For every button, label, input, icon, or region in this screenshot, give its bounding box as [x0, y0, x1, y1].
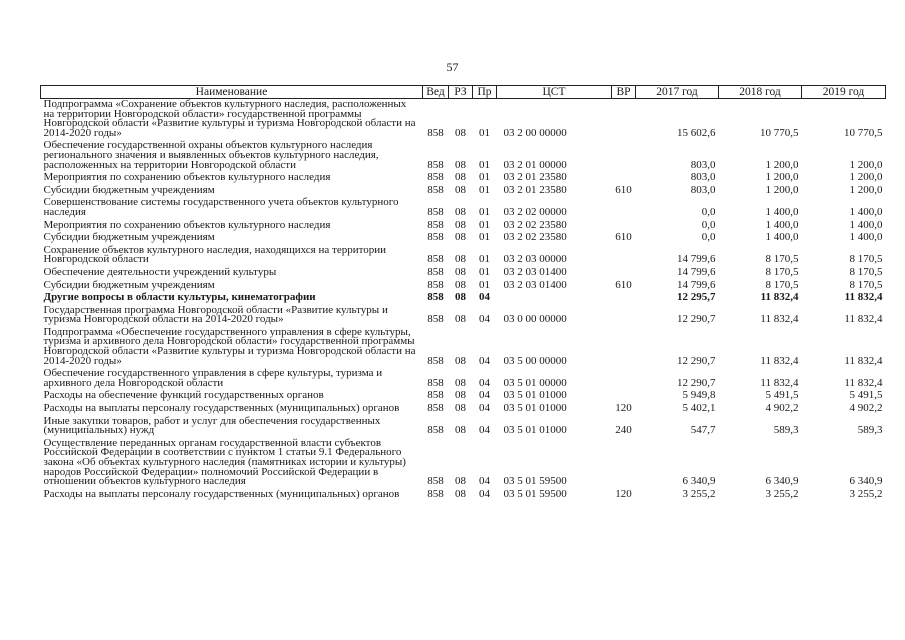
row-name: Подпрограмма «Обеспечение государственного управления в сфере культуры, туризма и архивного дела Новгородской области» государственной программы Новгородской области «Развитие культуры и туризма Новгородской области на 2014-2020 годы»	[43, 325, 416, 367]
row-value-2017: 12 290,7	[677, 376, 716, 389]
row-value-2019: 11 832,4	[844, 291, 883, 304]
header-vr: ВР	[612, 86, 636, 99]
row-ved: 858	[427, 402, 444, 415]
row-vr	[612, 245, 636, 267]
row-value-2017: 5 949,8	[682, 389, 716, 402]
row-vr	[612, 99, 636, 141]
row-value-2018: 1 400,0	[765, 205, 799, 218]
row-name: Обеспечение государственной охраны объектов культурного наследия регионального значения и выявленных объектов культурного наследия, расположенных на территории Новгородской области	[43, 139, 379, 171]
row-cst: 03 5 01 59500	[503, 487, 567, 500]
row-vr	[612, 267, 636, 280]
row-value-2017: 15 602,6	[677, 126, 716, 139]
row-cst: 03 2 02 23580	[503, 218, 567, 231]
row-name: Государственная программа Новгородской области «Развитие культуры и туризма Новгородской области на 2014-2020 годы»	[43, 303, 388, 326]
table-row	[41, 305, 886, 327]
row-rz: 08	[455, 376, 466, 389]
row-value-2018: 8 170,5	[765, 278, 799, 291]
header-2017: 2017 год	[636, 86, 719, 99]
row-name: Субсидии бюджетным учреждениям	[43, 183, 215, 196]
table-header-row	[41, 86, 886, 99]
row-value-2017: 14 799,6	[677, 265, 716, 278]
row-cst	[497, 292, 612, 305]
header-2019: 2019 год	[802, 86, 886, 99]
row-pr: 04	[479, 487, 490, 500]
row-name: Мероприятия по сохранению объектов культурного наследия	[43, 218, 331, 231]
row-cst: 03 2 01 23580	[503, 183, 567, 196]
row-value-2017: 803,0	[690, 183, 716, 196]
row-value-2018: 1 200,0	[765, 183, 799, 196]
row-pr: 01	[479, 218, 490, 231]
row-rz: 08	[455, 354, 466, 367]
row-name: Субсидии бюджетным учреждениям	[43, 231, 215, 244]
row-value-2017: 14 799,6	[677, 278, 716, 291]
row-rz: 08	[455, 475, 466, 488]
row-value-2019: 10 770,5	[844, 126, 883, 139]
row-value-2018: 8 170,5	[765, 253, 799, 266]
row-value-2018: 4 902,2	[765, 402, 799, 415]
row-ved: 858	[427, 278, 444, 291]
row-value-2018: 1 200,0	[765, 158, 799, 171]
row-cst: 03 2 03 01400	[503, 278, 567, 291]
header-rz: РЗ	[449, 86, 473, 99]
row-rz: 08	[455, 205, 466, 218]
row-value-2018: 1 400,0	[765, 218, 799, 231]
row-ved: 858	[427, 389, 444, 402]
row-value-2019: 589,3	[857, 424, 883, 437]
row-name: Обеспечение государственного управления в сфере культуры, туризма и архивного дела Новгородской области	[43, 367, 383, 389]
row-value-2019: 3 255,2	[849, 487, 883, 500]
row-name: Обеспечение деятельности учреждений культуры	[43, 265, 277, 278]
row-value-2017: 6 340,9	[682, 475, 716, 488]
row-value-2017: 803,0	[690, 171, 716, 184]
table-row	[41, 327, 886, 368]
row-ved: 858	[427, 183, 444, 196]
row-pr: 01	[479, 158, 490, 171]
row-pr: 01	[479, 265, 490, 278]
row-pr: 04	[479, 424, 490, 437]
row-vr	[612, 197, 636, 219]
row-ved: 858	[427, 265, 444, 278]
row-value-2019: 1 200,0	[849, 171, 883, 184]
row-ved: 858	[427, 313, 444, 326]
table-row	[41, 416, 886, 438]
row-ved: 858	[427, 424, 444, 437]
row-name: Иные закупки товаров, работ и услуг для обеспечения государственных (муниципальных) нужд	[43, 414, 381, 437]
row-pr: 01	[479, 183, 490, 196]
row-value-2019: 8 170,5	[849, 265, 883, 278]
row-value-2017: 0,0	[701, 205, 716, 218]
row-ved: 858	[427, 126, 444, 139]
table-row	[41, 197, 886, 219]
row-pr: 01	[479, 253, 490, 266]
row-cst: 03 2 01 00000	[503, 158, 567, 171]
row-value-2018: 1 200,0	[765, 171, 799, 184]
row-cst: 03 5 01 01000	[503, 424, 567, 437]
row-ved: 858	[427, 171, 444, 184]
row-vr	[612, 292, 636, 305]
row-value-2018: 589,3	[773, 424, 799, 437]
row-vr	[612, 368, 636, 390]
row-value-2019: 11 832,4	[844, 376, 883, 389]
row-vr: 610	[615, 278, 632, 291]
row-value-2017: 547,7	[690, 424, 716, 437]
row-pr: 01	[479, 278, 490, 291]
row-vr: 120	[615, 487, 632, 500]
row-cst: 03 2 01 23580	[503, 171, 567, 184]
row-value-2018: 3 255,2	[765, 487, 799, 500]
row-value-2019: 1 400,0	[849, 205, 883, 218]
header-ved: Вед	[423, 86, 449, 99]
row-rz: 08	[455, 183, 466, 196]
row-pr: 04	[479, 475, 490, 488]
row-rz: 08	[455, 265, 466, 278]
row-rz: 08	[455, 424, 466, 437]
row-name: Мероприятия по сохранению объектов культурного наследия	[43, 171, 331, 184]
row-value-2019: 1 400,0	[849, 218, 883, 231]
table-row	[41, 438, 886, 489]
row-cst: 03 2 02 23580	[503, 231, 567, 244]
row-value-2019: 8 170,5	[849, 253, 883, 266]
row-pr: 01	[479, 205, 490, 218]
row-pr: 01	[479, 126, 490, 139]
row-value-2017: 14 799,6	[677, 253, 716, 266]
page-number: 57	[446, 60, 459, 74]
row-pr: 01	[479, 231, 490, 244]
row-value-2018: 10 770,5	[760, 126, 799, 139]
row-vr: 240	[615, 424, 632, 437]
row-vr	[612, 327, 636, 368]
row-cst: 03 2 03 01400	[503, 265, 567, 278]
row-cst: 03 0 00 00000	[503, 313, 567, 326]
row-ved: 858	[427, 218, 444, 231]
row-value-2019: 1 200,0	[849, 183, 883, 196]
row-cst: 03 5 01 59500	[503, 475, 567, 488]
row-value-2018: 8 170,5	[765, 265, 799, 278]
table-row	[41, 232, 886, 245]
row-value-2017: 12 290,7	[677, 354, 716, 367]
row-value-2018: 5 491,5	[765, 389, 799, 402]
row-vr: 610	[615, 183, 632, 196]
row-ved: 858	[427, 291, 444, 304]
row-rz: 08	[455, 487, 466, 500]
row-value-2017: 0,0	[701, 218, 716, 231]
row-rz: 08	[455, 171, 466, 184]
row-value-2019: 4 902,2	[849, 402, 883, 415]
row-value-2017: 5 402,1	[682, 402, 716, 415]
row-cst: 03 2 02 00000	[503, 205, 567, 218]
row-value-2017: 12 290,7	[677, 313, 716, 326]
row-value-2019: 1 200,0	[849, 158, 883, 171]
row-cst: 03 5 00 00000	[503, 354, 567, 367]
table-row	[41, 245, 886, 267]
row-vr	[612, 140, 636, 172]
table-row	[41, 267, 886, 280]
row-ved: 858	[427, 376, 444, 389]
row-value-2017: 803,0	[690, 158, 716, 171]
row-value-2017: 12 295,7	[677, 291, 716, 304]
row-rz: 08	[455, 231, 466, 244]
row-ved: 858	[427, 475, 444, 488]
row-rz: 08	[455, 389, 466, 402]
row-vr: 120	[615, 402, 632, 415]
row-name: Другие вопросы в области культуры, кинематографии	[43, 291, 316, 304]
row-name: Подпрограмма «Сохранение объектов культурного наследия, расположенных на территории Новгородской области» государственной программы Новгородской области «Развитие культуры и туризма Новгородской области на 2014-2020 годы»	[43, 98, 416, 139]
row-cst: 03 2 03 00000	[503, 253, 567, 266]
header-pr: Пр	[473, 86, 497, 99]
row-pr: 04	[479, 376, 490, 389]
header-2018: 2018 год	[719, 86, 802, 99]
row-value-2018: 6 340,9	[765, 475, 799, 488]
row-ved: 858	[427, 231, 444, 244]
row-value-2017: 0,0	[701, 231, 716, 244]
row-value-2019: 6 340,9	[849, 475, 883, 488]
row-pr: 01	[479, 171, 490, 184]
row-value-2018: 11 832,4	[760, 376, 799, 389]
row-name: Расходы на обеспечение функций государственных органов	[43, 389, 324, 402]
table-row	[41, 368, 886, 390]
row-rz: 08	[455, 278, 466, 291]
row-ved: 858	[427, 205, 444, 218]
table-row	[41, 172, 886, 185]
row-rz: 08	[455, 158, 466, 171]
header-name: Наименование	[41, 86, 423, 99]
row-vr	[612, 438, 636, 489]
row-name: Субсидии бюджетным учреждениям	[43, 278, 215, 291]
table-row	[41, 403, 886, 416]
row-name: Сохранение объектов культурного наследия, находящихся на территории Новгородской области	[43, 243, 387, 266]
row-pr: 04	[479, 291, 490, 304]
table-row	[41, 140, 886, 172]
row-cst: 03 5 01 01000	[503, 402, 567, 415]
row-name: Расходы на выплаты персоналу государственных (муниципальных) органов	[43, 487, 400, 500]
row-name: Расходы на выплаты персоналу государственных (муниципальных) органов	[43, 402, 400, 415]
row-value-2019: 8 170,5	[849, 278, 883, 291]
row-value-2018: 11 832,4	[760, 354, 799, 367]
row-name: Осуществление переданных органам государственной власти субъектов Российской Федерации в соответствии с пунктом 1 статьи 9.1 Федерального закона «Об объектах культурного наследия (памятниках истории и культуры) народов Российской Федерации» полномочий Российской Федерации в отношении объектов культурного наследия	[43, 436, 406, 488]
row-cst: 03 5 01 01000	[503, 389, 567, 402]
row-value-2019: 11 832,4	[844, 313, 883, 326]
row-rz: 08	[455, 253, 466, 266]
row-pr: 04	[479, 389, 490, 402]
table-row	[41, 489, 886, 502]
table-row	[41, 292, 886, 305]
row-rz: 08	[455, 218, 466, 231]
row-rz: 08	[455, 291, 466, 304]
row-value-2019: 5 491,5	[849, 389, 883, 402]
row-rz: 08	[455, 126, 466, 139]
row-rz: 08	[455, 313, 466, 326]
budget-table	[40, 85, 886, 501]
row-vr	[612, 305, 636, 327]
row-value-2018: 1 400,0	[765, 231, 799, 244]
table-row	[41, 99, 886, 141]
row-ved: 858	[427, 253, 444, 266]
row-value-2019: 1 400,0	[849, 231, 883, 244]
row-ved: 858	[427, 487, 444, 500]
row-value-2018: 11 832,4	[760, 291, 799, 304]
row-name: Совершенствование системы государственного учета объектов культурного наследия	[43, 196, 399, 218]
row-cst: 03 2 00 00000	[503, 126, 567, 139]
row-vr: 610	[615, 231, 632, 244]
row-ved: 858	[427, 354, 444, 367]
row-pr: 04	[479, 402, 490, 415]
row-value-2017: 3 255,2	[682, 487, 716, 500]
row-cst: 03 5 01 00000	[503, 376, 567, 389]
row-value-2018: 11 832,4	[760, 313, 799, 326]
row-ved: 858	[427, 158, 444, 171]
row-value-2019: 11 832,4	[844, 354, 883, 367]
header-cst: ЦСТ	[497, 86, 612, 99]
row-pr: 04	[479, 313, 490, 326]
row-pr: 04	[479, 354, 490, 367]
row-vr	[612, 172, 636, 185]
row-rz: 08	[455, 402, 466, 415]
